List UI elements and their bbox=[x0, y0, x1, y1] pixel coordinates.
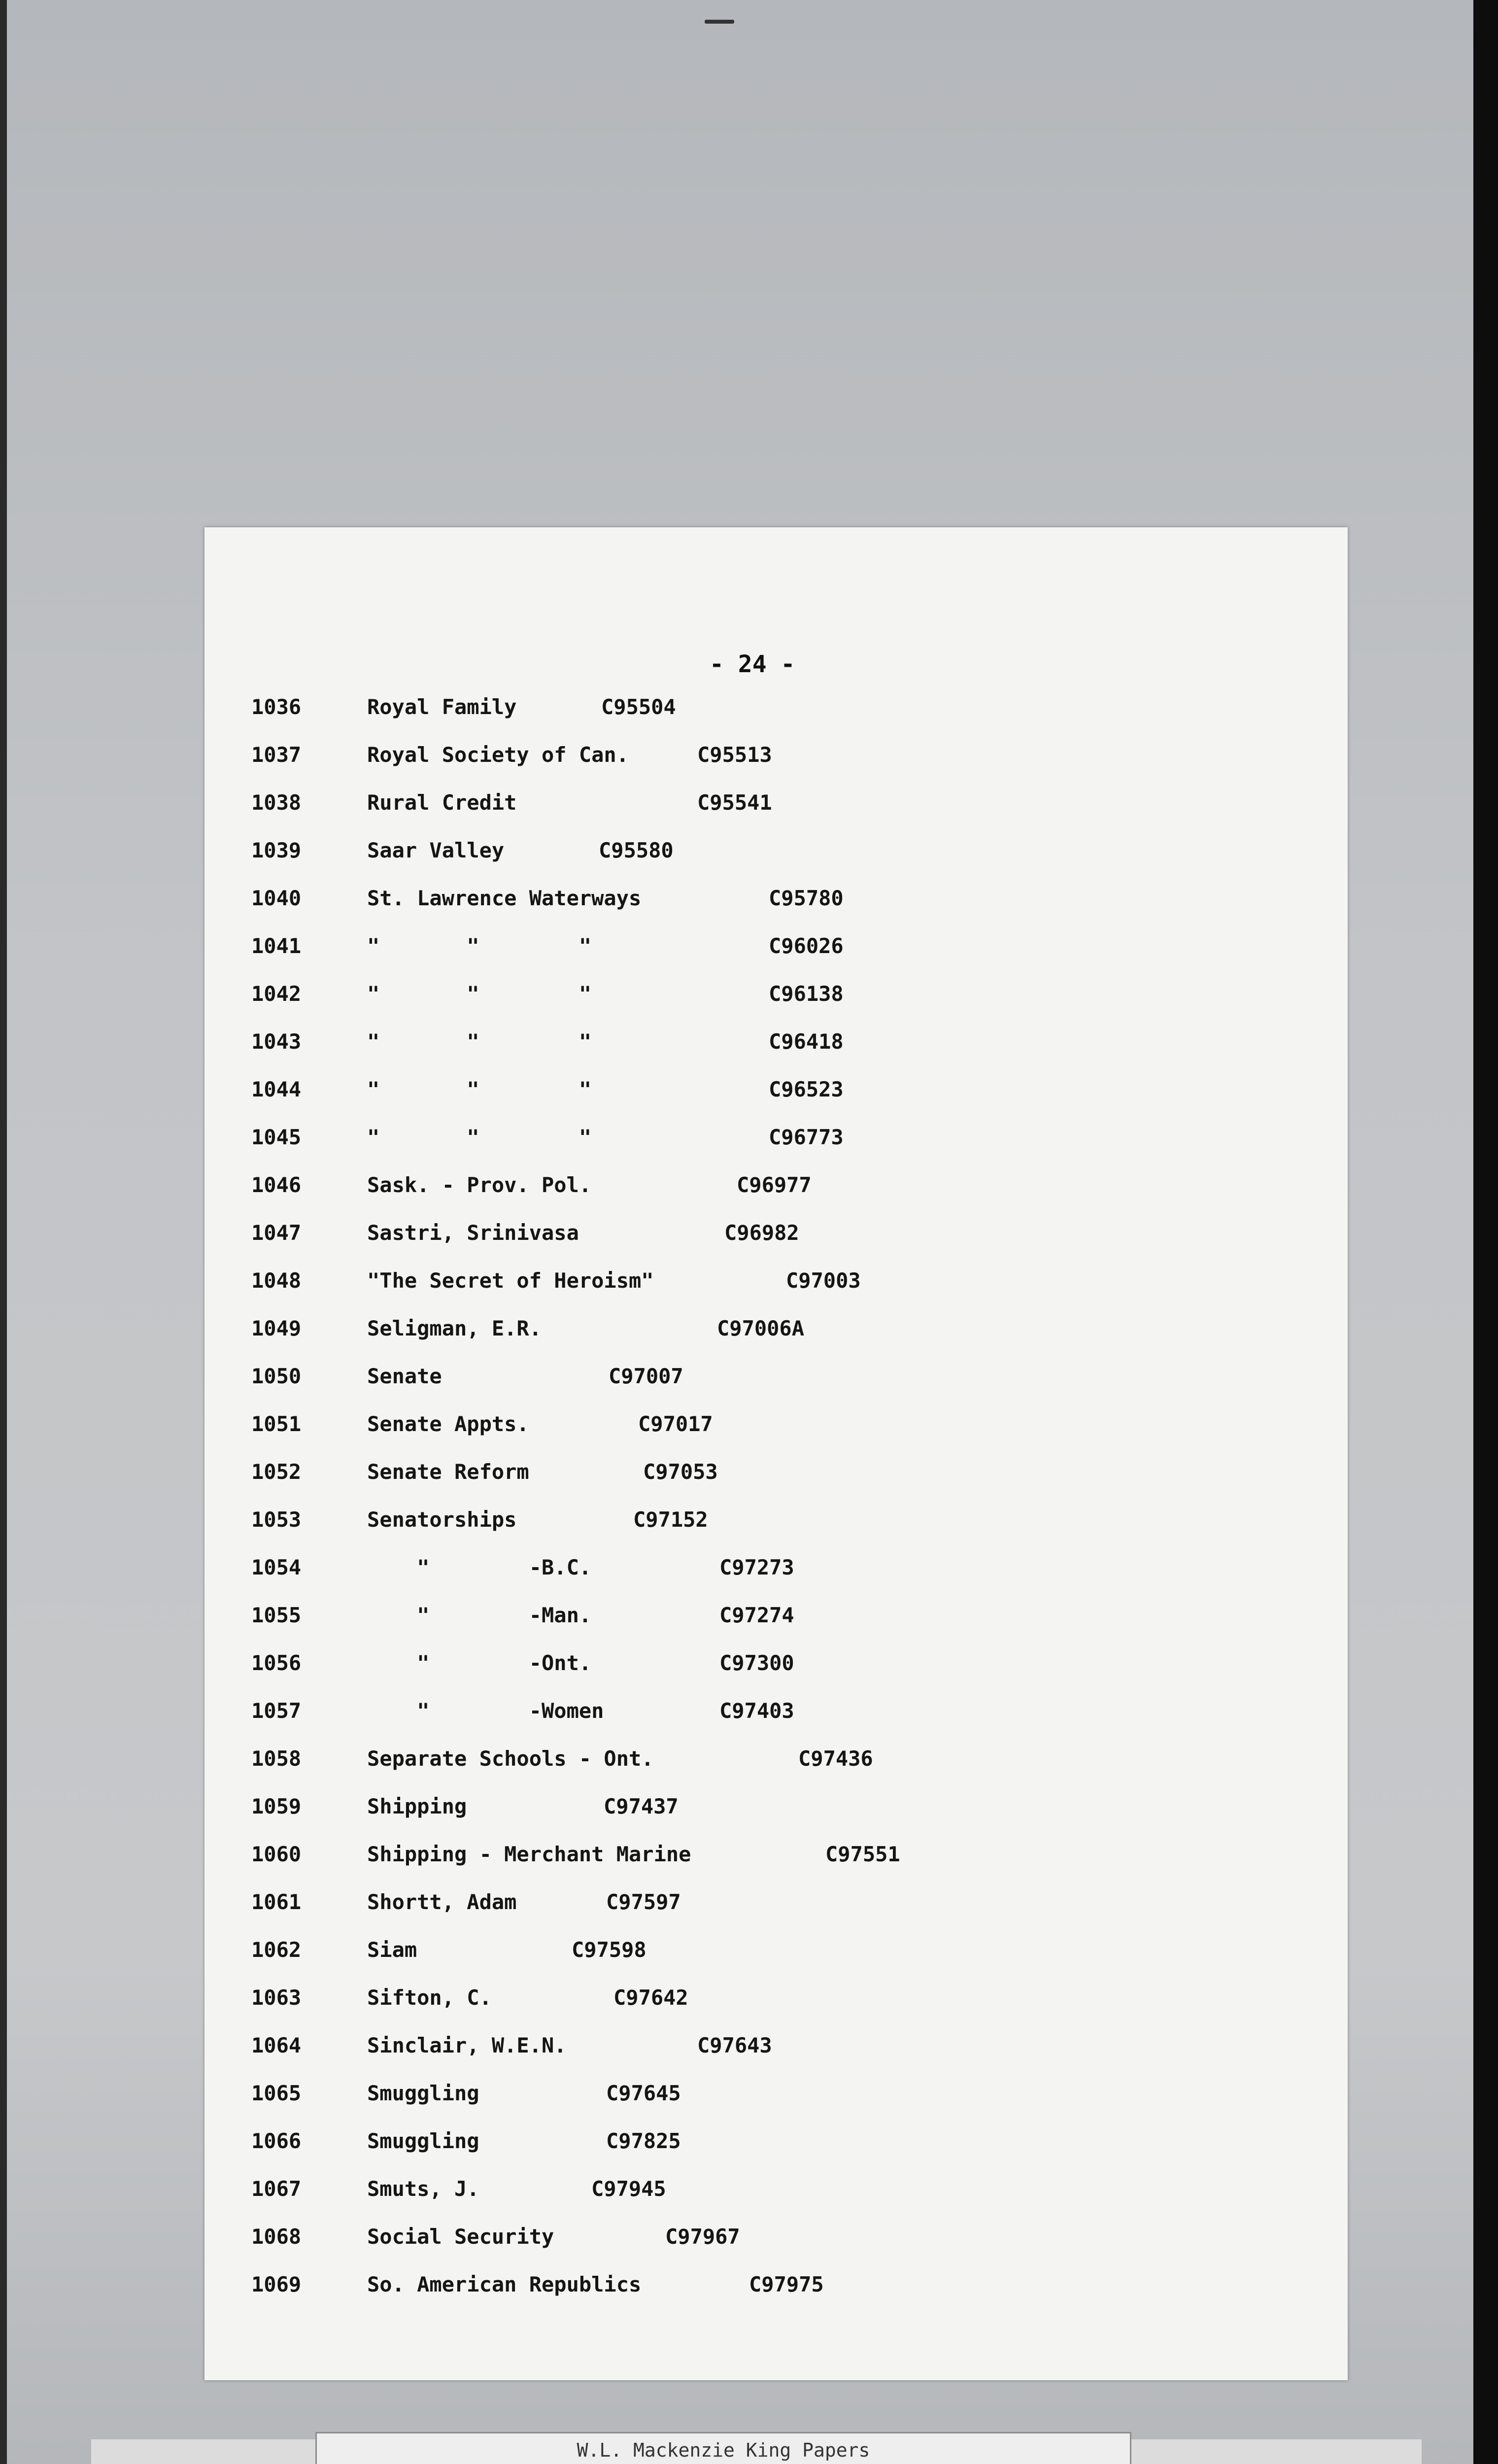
list-item bbox=[204, 692, 1348, 722]
list-item bbox=[204, 1840, 1348, 1869]
entry-number: 1037 bbox=[251, 743, 302, 767]
entry-reference-code: C97551 bbox=[825, 1842, 900, 1866]
entry-reference-code: C95580 bbox=[599, 838, 674, 862]
entry-number: 1039 bbox=[251, 838, 302, 862]
entry-reference-code: C97598 bbox=[572, 1938, 647, 1962]
entry-number: 1066 bbox=[251, 2129, 302, 2153]
entry-subject: Senate Reform bbox=[367, 1460, 529, 1484]
entry-subject: " -Women bbox=[367, 1699, 604, 1723]
entry-number: 1048 bbox=[251, 1268, 302, 1293]
list-item bbox=[204, 1505, 1348, 1535]
entry-number: 1045 bbox=[251, 1125, 302, 1149]
page-number: - 24 - bbox=[710, 650, 795, 678]
list-item bbox=[204, 2031, 1348, 2060]
list-item bbox=[204, 979, 1348, 1009]
list-item bbox=[204, 1792, 1348, 1821]
entry-reference-code: C97300 bbox=[719, 1651, 794, 1675]
entry-number: 1067 bbox=[251, 2177, 302, 2201]
entry-number: 1041 bbox=[251, 934, 302, 958]
entry-subject: Sastri, Srinivasa bbox=[367, 1221, 579, 1245]
list-item bbox=[204, 2270, 1348, 2299]
entry-subject: Smuggling bbox=[367, 2081, 479, 2105]
list-item bbox=[204, 1075, 1348, 1104]
entry-subject: Senate Appts. bbox=[367, 1412, 529, 1436]
list-item bbox=[204, 1601, 1348, 1630]
list-item bbox=[204, 1648, 1348, 1678]
list-item bbox=[204, 2079, 1348, 2108]
entry-subject: Royal Family bbox=[367, 695, 517, 719]
entry-reference-code: C97975 bbox=[749, 2272, 824, 2296]
entry-reference-code: C97006A bbox=[717, 1316, 805, 1340]
entry-number: 1044 bbox=[251, 1077, 302, 1101]
entry-reference-code: C97003 bbox=[786, 1268, 861, 1293]
entry-reference-code: C97403 bbox=[719, 1699, 794, 1723]
entry-subject: Sinclair, W.E.N. bbox=[367, 2033, 567, 2057]
entry-reference-code: C95504 bbox=[601, 695, 676, 719]
collection-label bbox=[315, 2432, 1131, 2464]
entry-subject: "The Secret of Heroism" bbox=[367, 1268, 654, 1293]
list-item bbox=[204, 788, 1348, 818]
entry-reference-code: C97643 bbox=[697, 2033, 772, 2057]
entry-number: 1055 bbox=[251, 1603, 302, 1627]
entry-number: 1036 bbox=[251, 695, 302, 719]
entry-subject: Smuts, J. bbox=[367, 2177, 479, 2201]
entry-number: 1059 bbox=[251, 1794, 302, 1818]
entry-reference-code: C96418 bbox=[769, 1029, 844, 1054]
list-item bbox=[204, 1887, 1348, 1917]
entry-reference-code: C96026 bbox=[769, 934, 844, 958]
entry-reference-code: C96977 bbox=[737, 1173, 812, 1197]
list-item bbox=[204, 1027, 1348, 1057]
collection-name: W.L. Mackenzie King Papers bbox=[577, 2439, 870, 2461]
entry-number: 1049 bbox=[251, 1316, 302, 1340]
list-item bbox=[204, 1123, 1348, 1152]
entry-reference-code: C96773 bbox=[769, 1125, 844, 1149]
list-item bbox=[204, 2174, 1348, 2204]
entry-subject: Senate bbox=[367, 1364, 442, 1388]
entry-number: 1046 bbox=[251, 1173, 302, 1197]
entry-subject: Senatorships bbox=[367, 1507, 517, 1532]
list-item bbox=[204, 1409, 1348, 1439]
entry-reference-code: C97825 bbox=[606, 2129, 681, 2153]
list-item bbox=[204, 1553, 1348, 1582]
entry-subject: Sifton, C. bbox=[367, 1985, 492, 2010]
entry-reference-code: C96523 bbox=[769, 1077, 844, 1101]
film-right-edge bbox=[1473, 0, 1498, 2464]
entry-subject: " " " bbox=[367, 934, 592, 958]
entry-subject: " " " bbox=[367, 1125, 592, 1149]
entry-reference-code: C97274 bbox=[719, 1603, 794, 1627]
entry-subject: Royal Society of Can. bbox=[367, 743, 629, 767]
entry-number: 1061 bbox=[251, 1890, 302, 1914]
entry-subject: So. American Republics bbox=[367, 2272, 642, 2296]
entry-subject: Separate Schools - Ont. bbox=[367, 1746, 654, 1771]
entry-subject: " -Man. bbox=[367, 1603, 592, 1627]
entry-number: 1065 bbox=[251, 2081, 302, 2105]
entry-reference-code: C96982 bbox=[724, 1221, 799, 1245]
entry-subject: " " " bbox=[367, 982, 592, 1006]
entry-subject: " " " bbox=[367, 1077, 592, 1101]
film-left-edge bbox=[0, 0, 7, 2464]
entry-reference-code: C95541 bbox=[697, 790, 772, 815]
entry-number: 1038 bbox=[251, 790, 302, 815]
entry-number: 1053 bbox=[251, 1507, 302, 1532]
list-item bbox=[204, 1457, 1348, 1487]
entry-subject: Rural Credit bbox=[367, 790, 517, 815]
entry-reference-code: C95780 bbox=[769, 886, 844, 910]
entry-subject: Seligman, E.R. bbox=[367, 1316, 542, 1340]
list-item bbox=[204, 1696, 1348, 1726]
entry-subject: Shipping - Merchant Marine bbox=[367, 1842, 691, 1866]
list-item bbox=[204, 2222, 1348, 2252]
film-mark bbox=[705, 20, 734, 24]
entry-reference-code: C97642 bbox=[613, 1985, 688, 2010]
list-item bbox=[204, 1935, 1348, 1965]
entry-reference-code: C97007 bbox=[609, 1364, 683, 1388]
entry-number: 1040 bbox=[251, 886, 302, 910]
list-item bbox=[204, 1744, 1348, 1774]
entry-subject: Sask. - Prov. Pol. bbox=[367, 1173, 592, 1197]
entry-number: 1069 bbox=[251, 2272, 302, 2296]
list-item bbox=[204, 931, 1348, 961]
entry-reference-code: C97017 bbox=[638, 1412, 713, 1436]
entry-number: 1058 bbox=[251, 1746, 302, 1771]
entry-number: 1064 bbox=[251, 2033, 302, 2057]
list-item bbox=[204, 836, 1348, 865]
entry-subject: Shortt, Adam bbox=[367, 1890, 517, 1914]
entry-subject: Siam bbox=[367, 1938, 417, 1962]
entry-number: 1054 bbox=[251, 1555, 302, 1579]
list-item bbox=[204, 1314, 1348, 1343]
entry-reference-code: C97437 bbox=[604, 1794, 679, 1818]
entry-subject: " " " bbox=[367, 1029, 592, 1054]
entry-subject: " -B.C. bbox=[367, 1555, 592, 1579]
list-item bbox=[204, 1170, 1348, 1200]
list-item bbox=[204, 740, 1348, 770]
entry-number: 1043 bbox=[251, 1029, 302, 1054]
entry-reference-code: C97436 bbox=[798, 1746, 873, 1771]
entry-number: 1057 bbox=[251, 1699, 302, 1723]
entry-reference-code: C97273 bbox=[719, 1555, 794, 1579]
entry-number: 1068 bbox=[251, 2224, 302, 2249]
entry-reference-code: C95513 bbox=[697, 743, 772, 767]
entry-number: 1062 bbox=[251, 1938, 302, 1962]
entry-reference-code: C97967 bbox=[665, 2224, 740, 2249]
entry-number: 1052 bbox=[251, 1460, 302, 1484]
entry-reference-code: C97945 bbox=[591, 2177, 666, 2201]
entry-subject: " -Ont. bbox=[367, 1651, 592, 1675]
entry-reference-code: C97053 bbox=[643, 1460, 718, 1484]
entry-number: 1050 bbox=[251, 1364, 302, 1388]
document-page bbox=[204, 527, 1348, 2380]
entry-number: 1047 bbox=[251, 1221, 302, 1245]
entry-reference-code: C97152 bbox=[633, 1507, 708, 1532]
entry-reference-code: C96138 bbox=[769, 982, 844, 1006]
list-item bbox=[204, 884, 1348, 913]
list-item bbox=[204, 1266, 1348, 1296]
entry-subject: Smuggling bbox=[367, 2129, 479, 2153]
list-item bbox=[204, 1983, 1348, 2013]
entry-reference-code: C97597 bbox=[606, 1890, 681, 1914]
entry-subject: Saar Valley bbox=[367, 838, 505, 862]
entry-reference-code: C97645 bbox=[606, 2081, 681, 2105]
entry-subject: Shipping bbox=[367, 1794, 467, 1818]
list-item bbox=[204, 2126, 1348, 2156]
list-item bbox=[204, 1362, 1348, 1391]
entry-number: 1051 bbox=[251, 1412, 302, 1436]
entry-number: 1042 bbox=[251, 982, 302, 1006]
entry-number: 1063 bbox=[251, 1985, 302, 2010]
entry-subject: Social Security bbox=[367, 2224, 554, 2249]
entry-number: 1056 bbox=[251, 1651, 302, 1675]
entry-number: 1060 bbox=[251, 1842, 302, 1866]
list-item bbox=[204, 1218, 1348, 1248]
entry-subject: St. Lawrence Waterways bbox=[367, 886, 642, 910]
